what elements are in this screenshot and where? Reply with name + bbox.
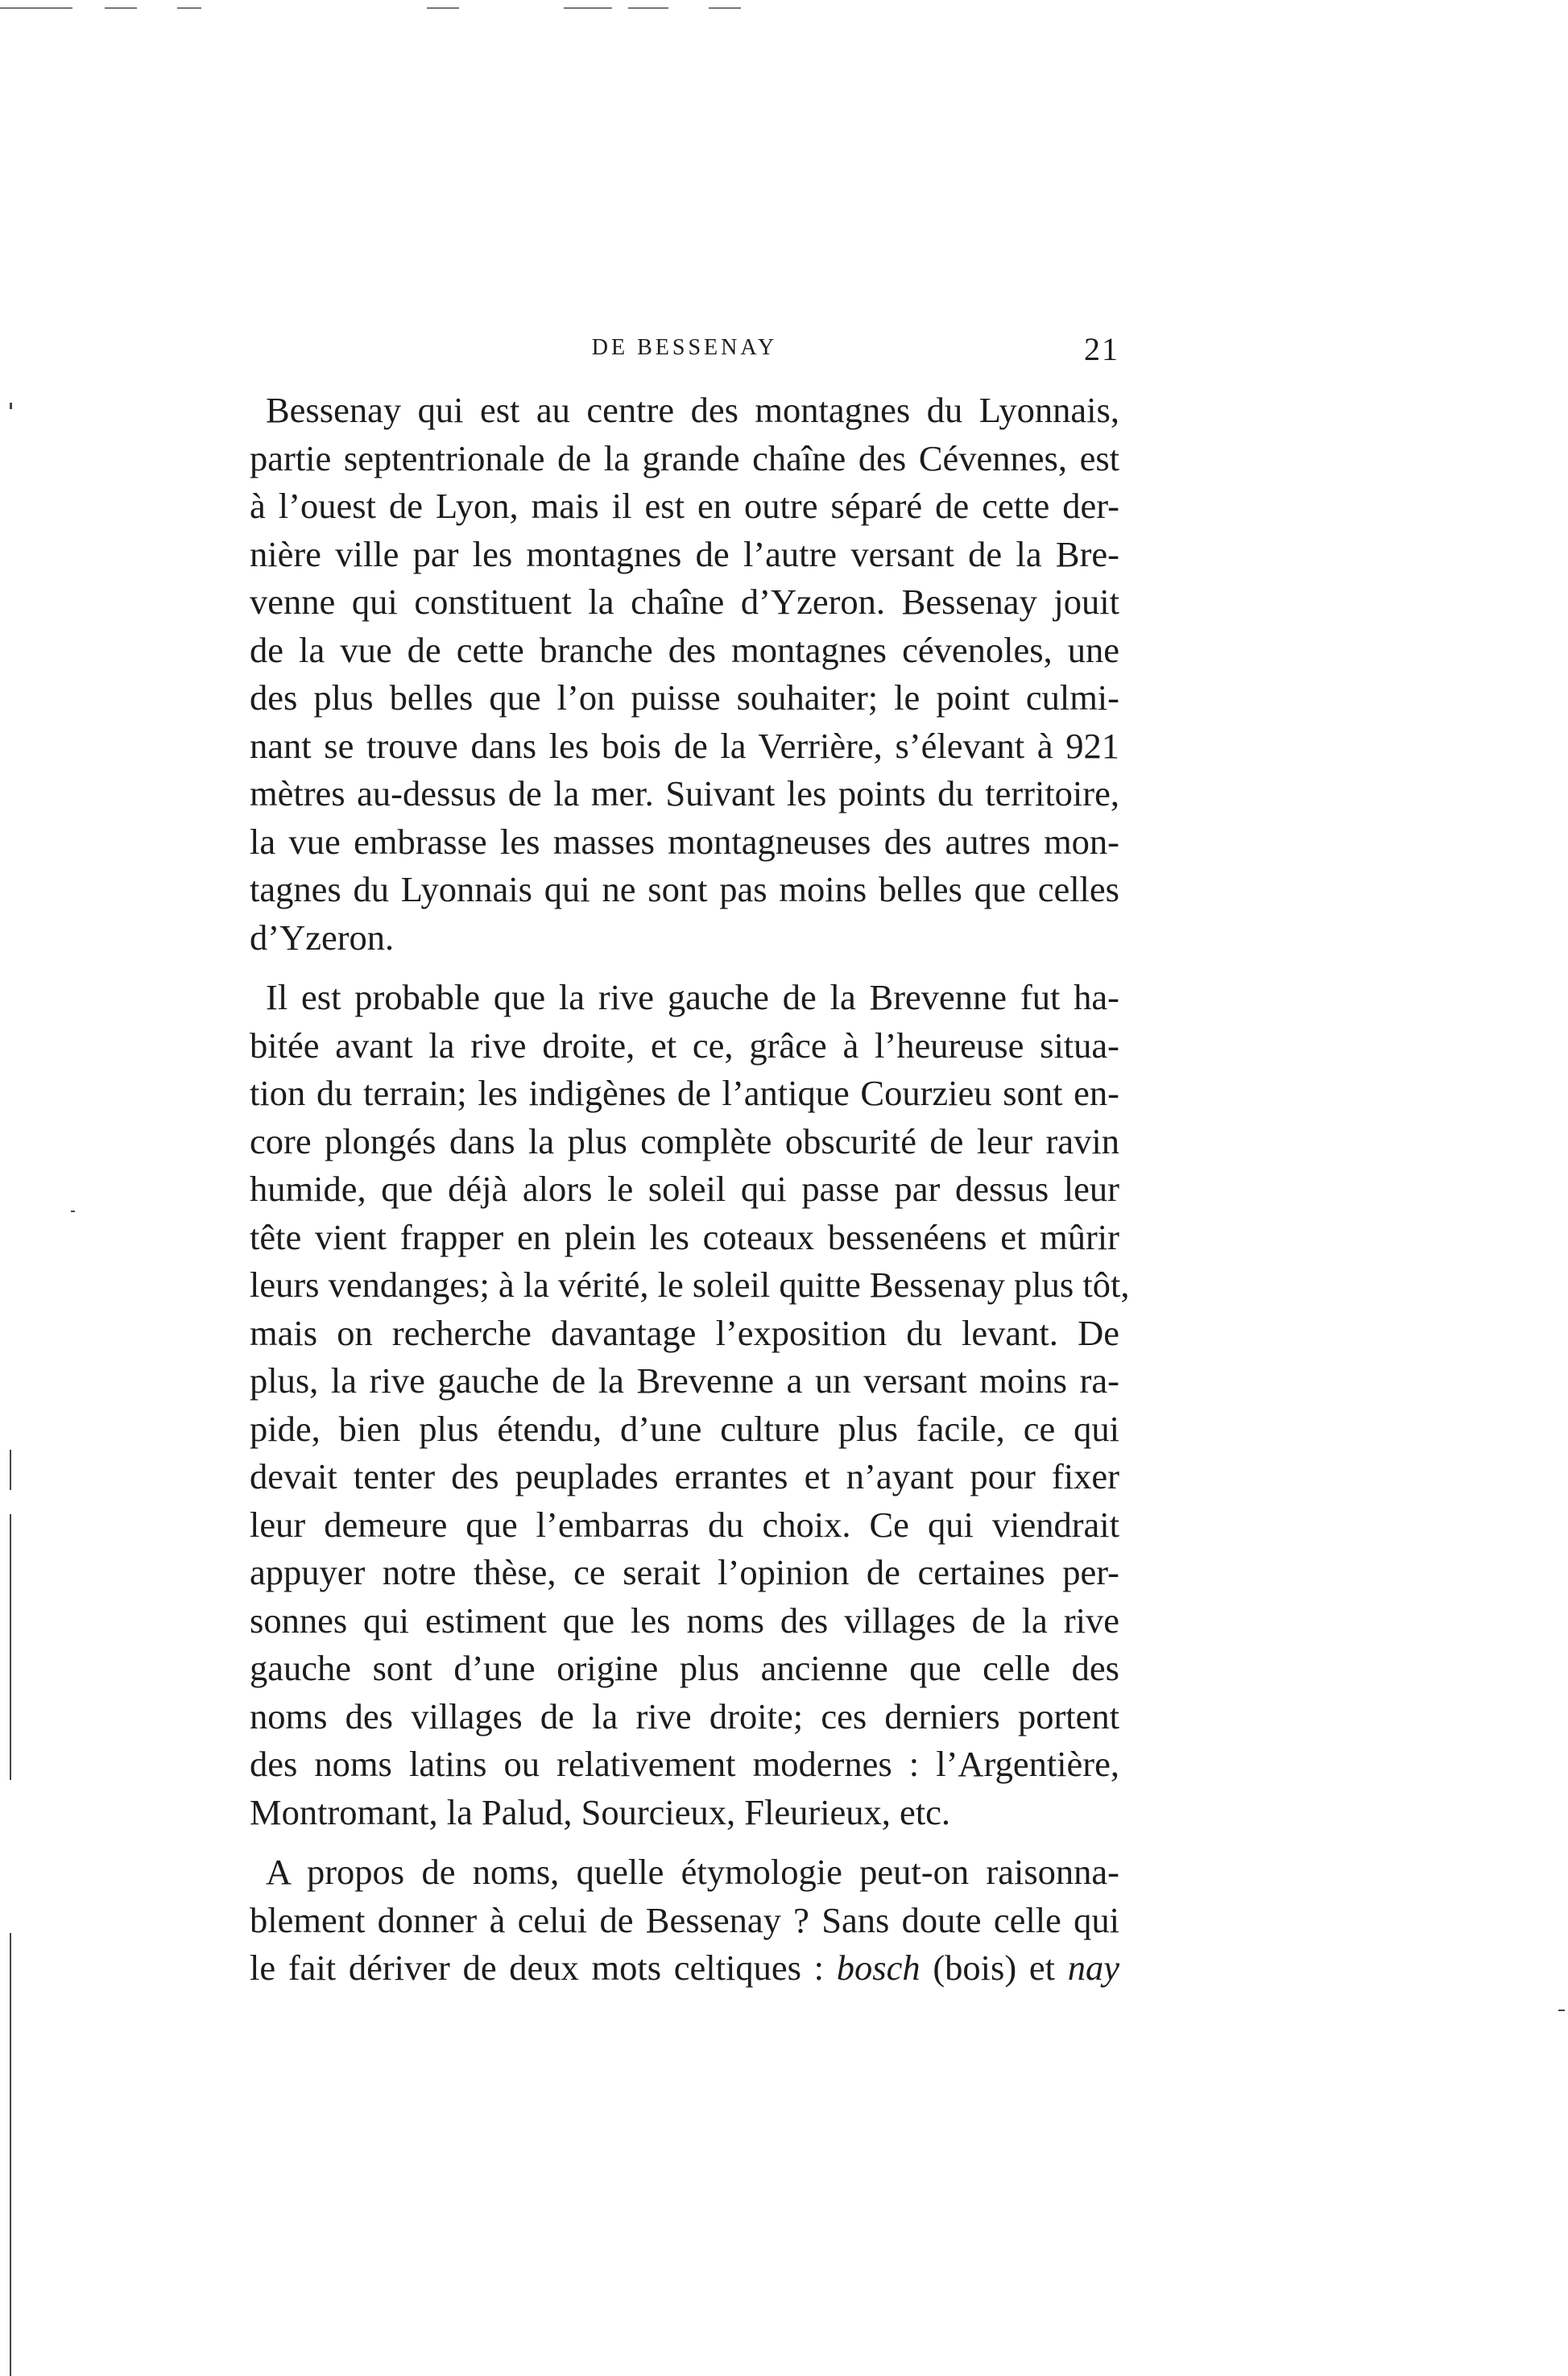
text-line: bitée avant la rive droite, et ce, grâce à l’heureuse situa- (250, 1024, 1119, 1066)
scan-edge-marks (0, 0, 1568, 16)
text-line: tête vient frapper en plein les coteaux bessenéens et mûrir (250, 1216, 1119, 1257)
text-line: blement donner à celui de Bessenay ? Sans doute celle qui (250, 1899, 1119, 1940)
text-line: sonnes qui estiment que les noms des villages de la rive (250, 1600, 1119, 1641)
text-line: appuyer notre thèse, ce serait l’opinion de certaines per- (250, 1552, 1119, 1592)
margin-speck (10, 403, 12, 409)
text-line: nière ville par les montagnes de l’autre versant de la Bre- (250, 533, 1119, 574)
running-head (250, 330, 1119, 370)
text-line: à l’ouest de Lyon, mais il est en outre séparé de cette der- (250, 486, 1119, 526)
margin-speck (71, 1211, 75, 1212)
scan-dash (0, 7, 72, 9)
text-line: noms des villages de la rive droite; ces derniers portent (250, 1695, 1119, 1736)
scan-dash (105, 7, 137, 9)
text-line: Montromant, la Palud, Sourcieux, Fleurieux, etc. (250, 1791, 951, 1832)
margin-rule (10, 1514, 11, 1780)
text-line: venne qui constituent la chaîne d’Yzeron. Bessenay jouit (250, 582, 1119, 622)
conjunction: et (1028, 1948, 1056, 1988)
page-number: 21 (1084, 331, 1119, 367)
scan-dash (709, 7, 741, 9)
margin-speck (1558, 2010, 1565, 2011)
text-line: A propos de noms, quelle étymologie peut-on raisonna- (266, 1852, 1119, 1892)
paragraph (250, 974, 1130, 1836)
text-line: core plongés dans la plus complète obscurité de leur ravin (250, 1120, 1119, 1161)
line-lead-text: le fait dériver de deux mots celtiques : (250, 1948, 825, 1988)
text-line: mètres au-dessus de la mer. Suivant les points du territoire, (250, 773, 1119, 813)
text-line: tion du terrain; les indigènes de l’antique Courzieu sont en- (250, 1073, 1119, 1113)
scan-dash (177, 7, 201, 9)
body-text (250, 387, 1130, 1993)
margin-rule (10, 1450, 11, 1490)
text-line: gauche sont d’une origine plus ancienne que celle des (250, 1648, 1119, 1688)
text-line: des plus belles que l’on puisse souhaiter; le point culmi- (250, 677, 1119, 718)
text-line: leur demeure que l’embarras du choix. Ce qui viendrait (250, 1504, 1119, 1545)
text-line-final (250, 1944, 1119, 1993)
scan-dash (564, 7, 612, 9)
paragraph (250, 1848, 1119, 1993)
celtic-word-bosch: bosch (836, 1948, 921, 1988)
scan-dash (628, 7, 668, 9)
text-line: humide, que déjà alors le soleil qui passe par dessus leur (250, 1169, 1119, 1209)
text-line: plus, la rive gauche de la Brevenne a un versant moins ra- (250, 1360, 1119, 1401)
text-line: tagnes du Lyonnais qui ne sont pas moins belles que celles (250, 869, 1119, 909)
paragraph (250, 387, 1119, 962)
text-line: des noms latins ou relativement modernes : l’Argentière, (250, 1744, 1119, 1784)
text-line: d’Yzeron. (250, 917, 395, 958)
running-title: DE BESSENAY (591, 335, 778, 360)
text-line: mais on recherche davantage l’exposition du levant. De (250, 1312, 1119, 1353)
margin-rule (10, 1933, 11, 2376)
text-line: la vue embrasse les masses montagneuses des autres mon- (250, 821, 1119, 862)
text-line: leurs vendanges; à la vérité, le soleil quitte Bessenay plus tôt, (250, 1265, 1130, 1305)
text-line: nant se trouve dans les bois de la Verrière, s’élevant à 921 (250, 725, 1119, 766)
gloss-bois: (bois) (933, 1948, 1017, 1988)
text-line: Il est probable que la rive gauche de la Brevenne fut ha- (266, 977, 1119, 1017)
text-line: Bessenay qui est au centre des montagnes du Lyonnais, (266, 390, 1119, 430)
text-line: partie septentrionale de la grande chaîne des Cévennes, est (250, 437, 1119, 478)
text-line: devait tenter des peuplades errantes et n’ayant pour fixer (250, 1456, 1119, 1496)
text-line: pide, bien plus étendu, d’une culture plus facile, ce qui (250, 1408, 1119, 1449)
celtic-word-nay: nay (1067, 1948, 1120, 1988)
text-line: de la vue de cette branche des montagnes cévenoles, une (250, 629, 1119, 670)
scan-dash (427, 7, 459, 9)
